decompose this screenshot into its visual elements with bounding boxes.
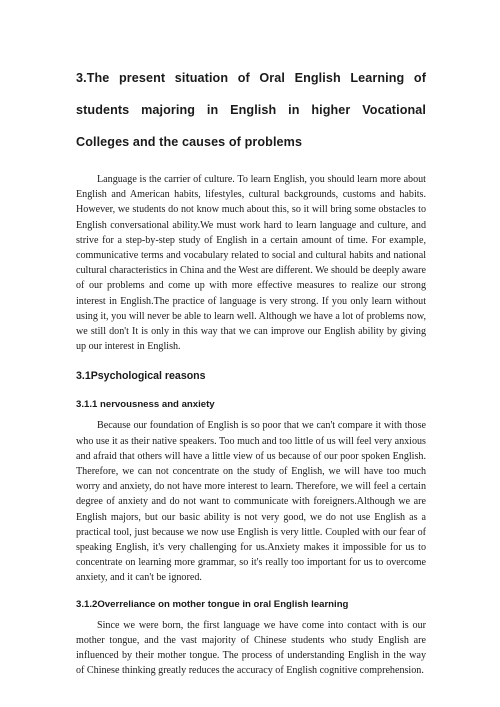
paragraph-3-1-2: Since we were born, the first language we have come into contact with is our mother tongue, and the vast majority of Chinese students who study English are influenced by their mother tongue. The process of understanding English in the way of Chinese thinking greatly reduces the accuracy of English cognitive comprehension. [76, 619, 426, 677]
subsection-heading-3-1-2: 3.1.2Overreliance on mother tongue in oral English learning [76, 598, 349, 610]
chapter-title: 3.The present situation of Oral English Learning of students majoring in English in higher Vocational Colleges and the causes of problems [76, 71, 426, 149]
intro-paragraph: Language is the carrier of culture. To learn English, you should learn more about English and American habits, lifestyles, cultural backgrounds, customs and habits. However, we students do not know much about this, so it will bring some obstacles to English conversational ability.We must work hard to learn language and culture, and strive for a step-by-step study of English in a certain amount of time. For example, communicative terms and vocabulary related to social and cultural habits and national cultural characteristics in China and the West are different. We should be deeply aware of our problems and come up with more effective measures to realize our strong interest in English.The practice of language is very strong. If you only learn without using it, you will never be able to learn well. Although we have a lot of problems now, we still don't It is only in this way that we can improve our English ability by giving up our interest in English. [76, 174, 426, 353]
subsection-heading-3-1-1: 3.1.1 nervousness and anxiety [76, 399, 215, 411]
paragraph-3-1-1: Because our foundation of English is so poor that we can't compare it with those who use it as their native speakers. Too much and too little of us will feel very anxious and afraid that others will have a little view of us because of our poor spoken English. Therefore, we can not concentrate on the study of English, we will have too much worry and anxiety, do not have more interest to learn. Therefore, we will feel a certain degree of anxiety and do not want to communicate with foreigners.Although we are English majors, but our basic ability is not very good, we do not use English as a practical tool, just because we now use English is very little. Coupled with our fear of speaking English, it's very challenging for us.Anxiety makes it impossible for us to concentrate on learning more grammar, so it's really too important for us to overcome anxiety, and it can't be ignored. [76, 420, 426, 584]
section-heading-3-1: 3.1Psychological reasons [76, 370, 206, 383]
